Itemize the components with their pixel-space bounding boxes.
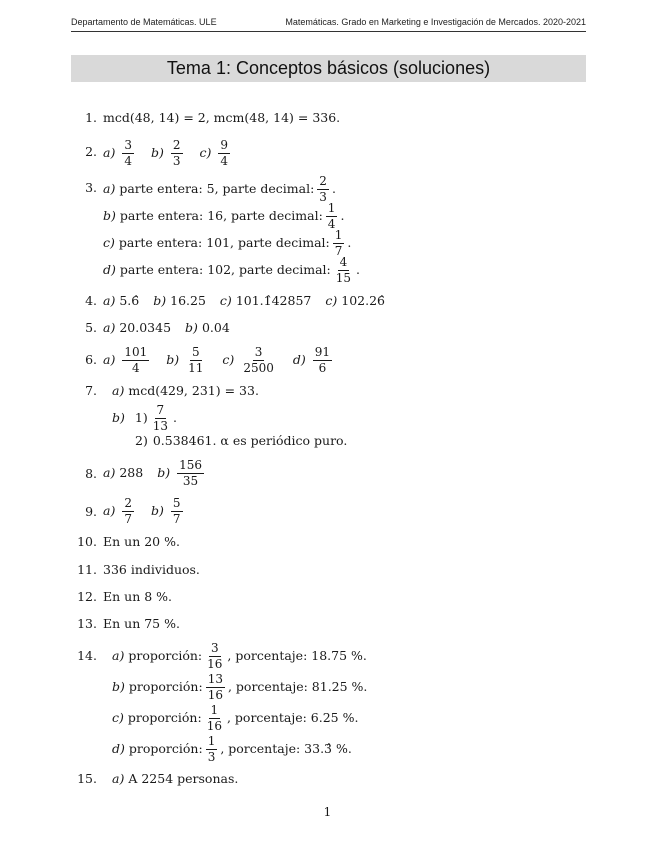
item-number: 13. [77,616,97,631]
label-b: b) [185,320,198,335]
fraction: $\frac{1}{7}$ [334,228,343,258]
answer-text: proporción: [128,740,203,756]
answer-text: proporción: [127,709,202,725]
answer-text: parte entera: 101, parte decimal: [118,234,330,250]
item-number: 9. [85,504,97,519]
answer-value: 0.04 [201,320,230,335]
fraction: $\frac{9}{4}$ [220,138,229,168]
fraction: $\frac{3}{2500}$ [243,345,274,375]
answer-text: En un 75 %. [103,616,180,631]
answer-text: , porcentaje: 33.3̂ %. [220,740,352,756]
answer-value: 20.0345 [119,320,172,335]
fraction: $\frac{2}{7}$ [124,496,132,526]
answer-text: parte entera: 5, parte decimal: [119,180,315,196]
answer-text: parte entera: 102, parte decimal: [119,261,331,277]
answer-text: mcd(429, 231) = 33. [128,383,259,398]
answer-text: En un 20 %. [103,534,180,549]
label-c2: c) [325,293,338,308]
sub-label-2: 2) [135,433,148,448]
answer-text: , porcentaje: 81.25 %. [227,678,368,694]
fraction: $\frac{2}{3}$ [172,138,181,168]
label-b: b) [103,207,116,223]
label-b: b) [153,293,167,308]
header-rule [71,31,586,32]
page-title: Tema 1: Conceptos básicos (soluciones) [71,55,586,82]
answer-text: parte entera: 16, parte decimal: [119,207,323,223]
answer-value: 288 [119,464,144,480]
item-number: 15. [77,771,97,786]
label-b: b) [112,678,125,694]
fraction: $\frac{1}{16}$ [206,703,222,733]
header-right: Matemáticas. Grado en Marketing e Investigación de Mercados. 2020-2021 [285,17,586,27]
fraction: $\frac{156}{35}$ [179,458,202,488]
label-c: c) [222,351,235,367]
item-number: 2. [85,144,97,159]
fraction: $\frac{7}{13}$ [152,403,169,433]
fraction: $\frac{3}{4}$ [124,138,132,168]
label-a: a) [103,144,116,160]
item-number: 6. [85,352,97,367]
label-c: c) [103,234,115,250]
label-a: a) [112,383,125,398]
answer-text: , porcentaje: 6.25 %. [226,709,359,725]
label-b: b) [112,409,125,425]
label-a: a) [103,464,116,480]
label-c: c) [199,144,212,160]
header-left: Departamento de Matemáticas. ULE [71,17,217,27]
fraction: $\frac{1}{3}$ [207,734,216,764]
label-b: b) [157,464,171,480]
fraction: $\frac{5}{11}$ [188,345,204,375]
label-a: a) [103,180,116,196]
item-number: 12. [77,589,97,604]
fraction: $\frac{1}{4}$ [327,201,336,231]
item-number: 3. [85,180,97,195]
page-number: 1 [323,805,332,819]
label-a: a) [112,771,125,786]
label-c: c) [112,709,124,725]
label-a: a) [103,351,116,367]
label-d: d) [103,261,116,277]
answer-value: 101.1̂42857 [235,293,312,308]
answer-text: proporción: [128,647,203,663]
label-a: a) [103,502,116,518]
fraction: $\frac{3}{16}$ [207,641,223,671]
label-a: a) [103,293,116,308]
answer-text: , porcentaje: 18.75 %. [227,647,367,663]
item-number: 11. [77,562,97,577]
answer-text: proporción: [128,678,203,694]
label-b: b) [166,351,180,367]
item-number: 10. [77,534,97,549]
answer-text: 336 individuos. [103,562,200,577]
answer-text: A 2254 personas. [128,771,239,786]
item-number: 5. [85,320,97,335]
item-number: 7. [85,383,97,398]
label-b: b) [150,144,164,160]
label-b: b) [150,502,164,518]
fraction: $\frac{101}{4}$ [124,345,148,375]
label-d: d) [112,740,125,756]
answer-value: 5.6̂ [119,293,140,308]
fraction: $\frac{91}{6}$ [314,345,331,375]
label-a: a) [103,320,116,335]
item-number: 8. [85,466,97,481]
label-c: c) [219,293,232,308]
fraction: $\frac{5}{7}$ [172,496,181,526]
answer-value: 102.26̂ [341,293,386,308]
item-number: 1. [85,110,97,125]
sub-label-1: 1) [134,409,148,425]
item-number: 4. [85,293,97,308]
fraction: $\frac{13}{16}$ [207,672,223,702]
answer-text: En un 8 %. [103,589,173,604]
answer-value: 16.25 [170,293,206,308]
label-a: a) [112,647,125,663]
answer-text: mcd(48, 14) = 2, mcm(48, 14) = 336. [103,110,341,125]
fraction: $\frac{4}{15}$ [335,255,352,285]
label-d: d) [292,351,306,367]
fraction: $\frac{2}{3}$ [319,174,327,204]
answer-text: 0.538461. α es periódico puro. [152,433,348,448]
item-number: 14. [77,648,97,663]
